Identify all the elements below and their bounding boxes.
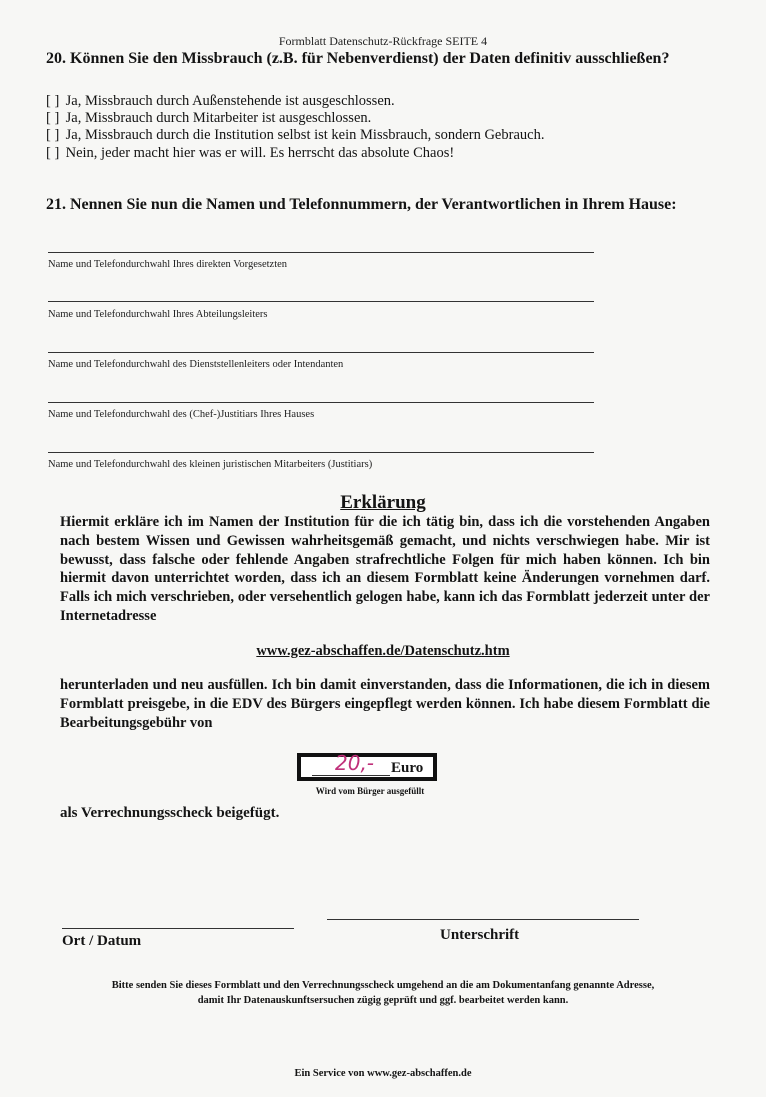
note-line-1: Bitte senden Sie dieses Formblatt und den Verrechnungsscheck umgehend an die am Dokumentanfang genannte Adresse,: [111, 980, 655, 991]
signature-line[interactable]: [327, 919, 639, 920]
place-date-line[interactable]: [62, 928, 294, 929]
question-20-title: 20. Können Sie den Missbrauch (z.B. für Nebenverdienst) der Daten definitiv ausschließen?: [46, 50, 670, 67]
download-link[interactable]: www.gez-abschaffen.de/Datenschutz.htm: [256, 643, 510, 659]
declaration-title: Erklärung: [340, 492, 426, 513]
option-label: Ja, Missbrauch durch die Institution selbst ist kein Missbrauch, sondern Gebrauch.: [65, 127, 545, 143]
note-line-2: damit Ihr Datenauskunftsersuchen zügig geprüft und ggf. bearbeitet werden kann.: [197, 995, 569, 1006]
fee-amount: 20,-: [335, 751, 375, 775]
field-label-director: Name und Telefondurchwahl des Dienststellenleiters oder Intendanten: [48, 359, 344, 370]
option-2[interactable]: [46, 110, 371, 127]
page-header: Formblatt Datenschutz-Rückfrage SEITE 4: [278, 34, 488, 48]
fee-currency: Euro: [391, 760, 424, 776]
field-label-department-head: Name und Telefondurchwahl Ihres Abteilungsleiters: [48, 309, 268, 320]
field-label-chief-justitiar: Name und Telefondurchwahl des (Chef-)Justitiars Ihres Hauses: [48, 409, 315, 420]
fee-underline: [312, 775, 390, 776]
checkbox-icon[interactable]: [ ]: [46, 127, 60, 143]
checkbox-icon[interactable]: [ ]: [46, 110, 60, 126]
fee-caption: Wird vom Bürger ausgefüllt: [315, 786, 425, 796]
question-21-title: 21. Nennen Sie nun die Namen und Telefonnummern, der Verantwortlichen in Ihrem Hause:: [46, 196, 677, 213]
option-label: Ja, Missbrauch durch Mitarbeiter ist ausgeschlossen.: [65, 110, 372, 126]
field-line-supervisor[interactable]: [48, 252, 594, 253]
option-4[interactable]: [46, 145, 454, 162]
footer-service: Ein Service von www.gez-abschaffen.de: [294, 1068, 472, 1079]
field-line-chief-justitiar[interactable]: [48, 402, 594, 403]
option-label: Nein, jeder macht hier was er will. Es herrscht das absolute Chaos!: [65, 145, 455, 161]
field-line-legal-assistant[interactable]: [48, 452, 594, 453]
checkbox-icon[interactable]: [ ]: [46, 145, 60, 161]
declaration-paragraph-2: herunterladen und neu ausfüllen. Ich bin damit einverstanden, dass die Informationen, die ich in diesem Formblatt preisgebe, in die EDV des Bürgers eingepflegt werden können. Ich habe diesem Formblatt die Bearbeitungsgebühr von: [60, 677, 710, 731]
declaration-paragraph-3: als Verrechnungsscheck beigefügt.: [60, 805, 280, 821]
field-label-legal-assistant: Name und Telefondurchwahl des kleinen juristischen Mitarbeiters (Justitiars): [48, 459, 373, 470]
option-label: Ja, Missbrauch durch Außenstehende ist ausgeschlossen.: [65, 93, 395, 109]
declaration-paragraph-1: Hiermit erkläre ich im Namen der Institution für die ich tätig bin, dass ich die vorstehenden Angaben nach bestem Wissen und Gewissen wahrheitsgemäß gemacht, und nichts verschwiegen habe. Mir ist bewusst, dass falsche oder fehlende Angaben strafrechtliche Folgen für mich haben können. Ich bin hiermit davon unterrichtet worden, dass ich an diesem Formblatt keine Änderungen vornehmen darf. Falls ich mich verschrieben, oder versehentlich gelogen habe, kann ich das Formblatt jederzeit unter der Internetadresse: [60, 514, 710, 624]
checkbox-icon[interactable]: [ ]: [46, 93, 60, 109]
signature-label: Unterschrift: [440, 927, 520, 943]
field-label-supervisor: Name und Telefondurchwahl Ihres direkten Vorgesetzten: [48, 259, 288, 270]
instructions-note: [0, 978, 766, 1008]
option-1[interactable]: [46, 93, 395, 110]
field-line-director[interactable]: [48, 352, 594, 353]
field-line-department-head[interactable]: [48, 301, 594, 302]
option-3[interactable]: [46, 127, 544, 144]
place-date-label: Ort / Datum: [62, 933, 142, 949]
